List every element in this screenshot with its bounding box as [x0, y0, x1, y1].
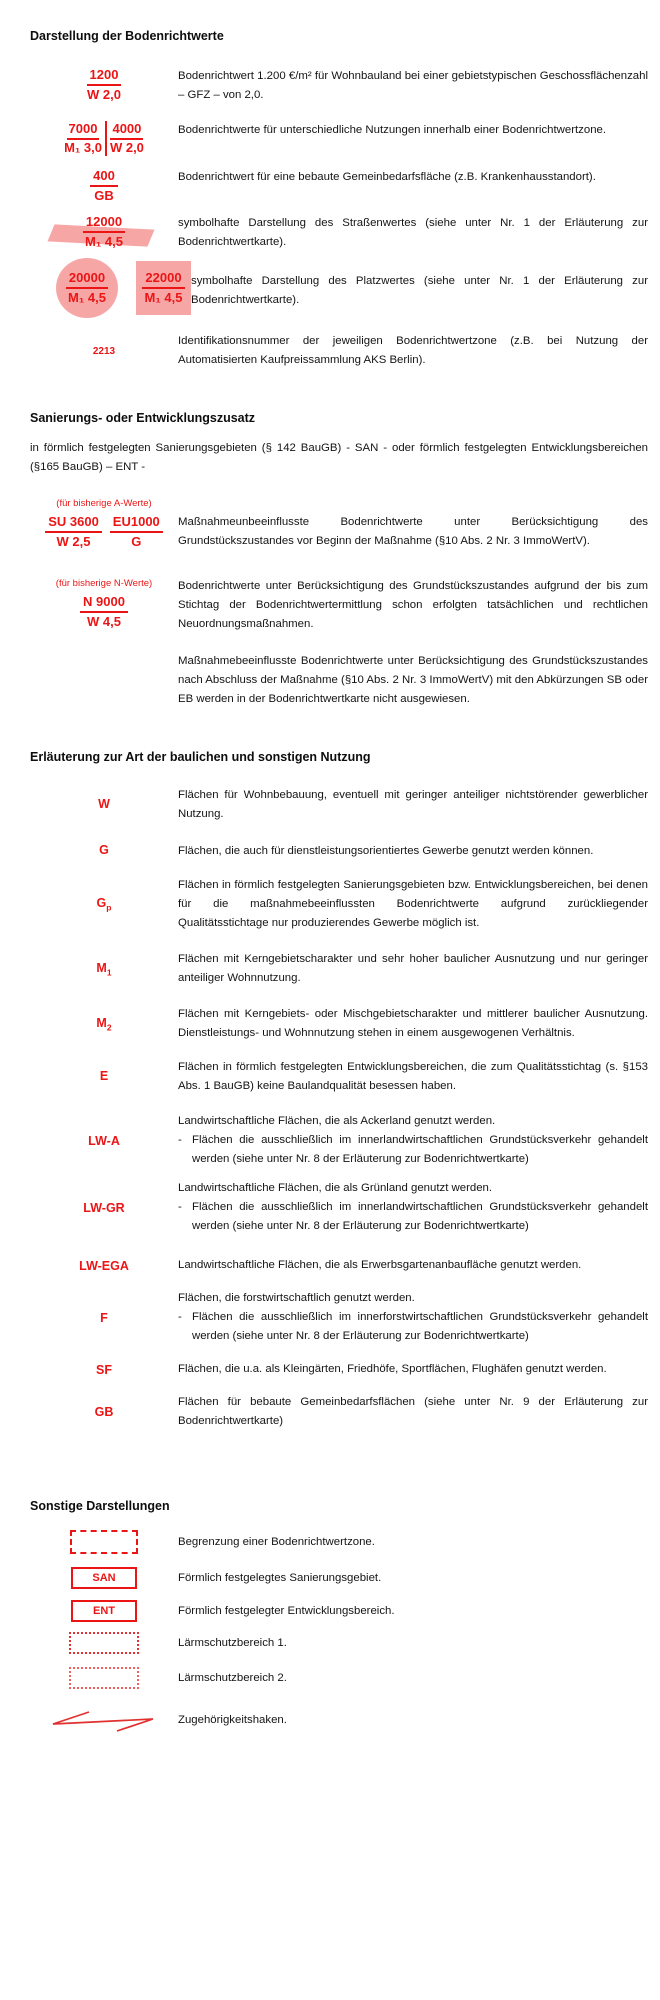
usage-label-gb: GB	[94, 1405, 114, 1419]
plaza-square-usage: M₁ 4,5	[144, 290, 183, 305]
usage-label-m1: $M_1$	[96, 960, 112, 978]
legend-row-a-werte	[30, 497, 648, 551]
gb-usage: GB	[94, 188, 114, 203]
a-werte-symbol	[30, 497, 178, 550]
usage-label-gp: $G_p$	[96, 896, 112, 913]
su-usage: W 2,5	[56, 534, 91, 549]
other-row-noise1	[30, 1632, 648, 1654]
usage-entry-lw-gr	[30, 1179, 648, 1236]
ent-box-symbol: ENT	[71, 1600, 137, 1622]
usage-text: Flächen mit Kerngebietscharakter und sehr hoher baulicher Ausnutzung und nur geringer anteiliger Wohnnutzung.	[178, 953, 648, 984]
legend-text: Förmlich festgelegter Entwicklungsbereich.	[178, 1604, 395, 1617]
brw-usage: W 2,0	[87, 87, 121, 102]
plaza-square-value: 22000	[142, 270, 184, 289]
usage-entry-m1	[30, 950, 648, 988]
n-werte-note: (für bisherige N-Werte)	[55, 578, 153, 589]
street-value-symbol	[54, 214, 154, 258]
legend-text: Maßnahmeunbeeinflusste Bodenrichtwerte unter Berücksichtigung des Grundstückszustandes vor Beginn der Maßnahme (§10 Abs. 2 Nr. 3 ImmoWertV).	[178, 516, 648, 547]
usage-entry-e	[30, 1058, 648, 1096]
legend-row-zoneid	[30, 332, 648, 370]
eu-usage: G	[131, 534, 142, 549]
gb-fraction-symbol	[90, 168, 118, 204]
usage-label-g: G	[99, 843, 109, 858]
section-title-darstellung: Darstellung der Bodenrichtwerte	[30, 29, 224, 43]
legend-row-dual	[30, 121, 648, 156]
usage-label-f: F	[100, 1310, 108, 1325]
noise-zone-2-symbol	[69, 1667, 139, 1689]
other-row-ent	[30, 1600, 648, 1622]
zone-boundary-dashed-symbol	[70, 1530, 138, 1554]
usage-entry-w	[30, 786, 648, 824]
gb-value: 400	[90, 168, 118, 187]
usage-text: Flächen in förmlich festgelegten Sanierungsgebieten bzw. Entwicklungsbereichen, bei denen für die maßnahmebeeinflussten Bodenrichtwerte aufgrund zurückliegender Qualitätsstichtage nur produzierendes Gewerbe möglich ist.	[178, 879, 648, 929]
left-usage: M₁ 3,0	[64, 140, 102, 155]
legend-text: Förmlich festgelegtes Sanierungsgebiet.	[178, 1571, 382, 1584]
a-werte-note: (für bisherige A-Werte)	[56, 498, 152, 509]
usage-text: Flächen, die forstwirtschaftlich genutzt werden. - Flächen die ausschließlich im innerforstwirtschaftlichen Grundstücksverkehr gehandelt werden (siehe unter Nr. 8 der Erläuterung zur Bodenrichtwertkarte)	[178, 1289, 648, 1346]
usage-label-e: E	[99, 1068, 109, 1083]
n-usage: W 4,5	[87, 614, 121, 629]
usage-label-lw-gr: LW-GR	[83, 1200, 125, 1215]
bullet-marker: -	[178, 1311, 182, 1323]
usage-text: Landwirtschaftliche Flächen, die als Grünland genutzt werden. - Flächen die ausschließlich im innerlandwirtschaftlichen Grundstücksverkehr gehandelt werden (siehe unter Nr. 8 der Erläuterung zur Bodenrichtwertkarte)	[178, 1179, 648, 1236]
n-werte-symbol	[30, 577, 178, 630]
usage-entry-m2	[30, 1005, 648, 1043]
legend-text: Identifikationsnummer der jeweiligen Bodenrichtwertzone (z.B. bei Nutzung der Automatisierten Kaufpreissammlung AKS Berlin).	[178, 335, 648, 366]
section-title-sonstige: Sonstige Darstellungen	[30, 1499, 170, 1513]
left-value: 7000	[67, 121, 100, 140]
n-value: N 9000	[80, 594, 128, 613]
legend-text: Bodenrichtwerte unter Berücksichtigung des Grundstückszustandes aufgrund der bis zum Stichtag der Bodenrichtwertermittlung schon erfolgten tatsächlichen und rechtlichen Neuordnungsmaßnahmen.	[178, 580, 648, 630]
usage-label-lw-ega: LW-EGA	[79, 1258, 129, 1273]
section-title-sanierung: Sanierungs- oder Entwicklungszusatz	[30, 411, 256, 425]
other-row-boundary	[30, 1530, 648, 1554]
legend-text: Lärmschutzbereich 2.	[178, 1671, 287, 1684]
legend-row-gb	[30, 168, 648, 204]
noise-zone-1-symbol	[69, 1632, 139, 1654]
sanierung-intro: in förmlich festgelegten Sanierungsgebieten (§ 142 BauGB) - SAN - oder förmlich festgelegten Entwicklungsbereichen (§165 BauGB) – ENT -	[30, 442, 648, 473]
legend-text: symbolhafte Darstellung des Straßenwertes (siehe unter Nr. 1 der Erläuterung zur Bodenrichtwertkarte).	[178, 217, 648, 248]
usage-text: Landwirtschaftliche Flächen, die als Erwerbsgartenanbaufläche genutzt werden.	[178, 1259, 582, 1271]
usage-text: Landwirtschaftliche Flächen, die als Ackerland genutzt werden. - Flächen die ausschließlich im innerlandwirtschaftlichen Grundstücksverkehr gehandelt werden (siehe unter Nr. 8 der Erläuterung zur Bodenrichtwertkarte)	[178, 1112, 648, 1169]
legend-text: symbolhafte Darstellung des Platzwertes (siehe unter Nr. 1 der Erläuterung zur Bodenrichtwertkarte).	[191, 275, 648, 306]
right-usage: W 2,0	[109, 140, 144, 155]
legend-text: Bodenrichtwert 1.200 €/m² für Wohnbauland bei einer gebietstypischen Geschossflächenzahl – GFZ – von 2,0.	[178, 70, 648, 101]
street-usage: M₁ 4,5	[85, 234, 123, 249]
legend-text: Bodenrichtwert für eine bebaute Gemeinbedarfsfläche (z.B. Krankenhausstandort).	[178, 171, 596, 183]
usage-entry-lw-ega	[30, 1256, 648, 1275]
usage-entry-sf	[30, 1360, 648, 1379]
plaza-square-symbol	[136, 261, 191, 315]
legend-row-brw	[30, 67, 648, 105]
brw-fraction-symbol	[87, 67, 122, 103]
usage-entry-gb	[30, 1393, 648, 1431]
other-row-noise2	[30, 1667, 648, 1689]
usage-text: Flächen mit Kerngebiets- oder Mischgebietscharakter und mittlerer baulicher Ausnutzung. Dienstleistungs- und Wohnnutzung stehen in einem ausgewogenen Verhältnis.	[178, 1008, 648, 1039]
usage-text: Flächen, die u.a. als Kleingärten, Friedhöfe, Sportflächen, Flughäfen genutzt werden.	[178, 1363, 607, 1375]
legend-row-street	[30, 214, 648, 258]
legend-text: Maßnahmebeeinflusste Bodenrichtwerte unter Berücksichtigung des Grundstückszustandes nach Abschluss der Maßnahme (§10 Abs. 2 Nr. 3 ImmoWertV) mit den Abkürzungen SB oder EB werden in der Bodenrichtwertkarte nicht ausgewiesen.	[178, 655, 648, 705]
legend-row-n-werte	[30, 577, 648, 634]
usage-entry-gp	[30, 876, 648, 933]
san-box-symbol: SAN	[71, 1567, 137, 1589]
usage-entry-f	[30, 1289, 648, 1346]
plaza-circle-usage: M₁ 4,5	[68, 290, 106, 305]
legend-text: Zugehörigkeitshaken.	[178, 1713, 287, 1726]
plaza-circle-value: 20000	[66, 270, 108, 289]
usage-entry-g	[30, 842, 648, 861]
usage-entry-lw-a	[30, 1112, 648, 1169]
usage-label-lw-a: LW-A	[88, 1133, 120, 1148]
legend-text: Bodenrichtwerte für unterschiedliche Nutzungen innerhalb einer Bodenrichtwertzone.	[178, 124, 607, 136]
right-value: 4000	[110, 121, 143, 140]
usage-text: Flächen für bebaute Gemeinbedarfsflächen (siehe unter Nr. 9 der Erläuterung zur Bodenrichtwertkarte)	[178, 1396, 648, 1427]
bullet-marker: -	[178, 1201, 182, 1213]
bullet-marker: -	[178, 1134, 182, 1146]
usage-label-w: W	[98, 796, 110, 811]
usage-text: Flächen für Wohnbebauung, eventuell mit geringer anteiliger nichtstörender gewerblicher Nutzung.	[178, 789, 648, 820]
other-row-san	[30, 1567, 648, 1589]
brw-value: 1200	[87, 67, 122, 86]
street-value: 12000	[83, 214, 125, 233]
membership-hook-icon	[45, 1707, 163, 1733]
su-value: SU 3600	[45, 514, 102, 533]
usage-text: Flächen, die auch für dienstleistungsorientiertes Gewerbe genutzt werden können.	[178, 845, 594, 857]
usage-text: Flächen in förmlich festgelegten Entwicklungsbereichen, die zum Qualitätsstichtag (s. §153 Abs. 1 BauGB) keine Baulandqualität besessen haben.	[178, 1061, 648, 1092]
plaza-circle-symbol	[56, 258, 118, 318]
eu-value: EU1000	[110, 514, 163, 533]
legend-text: Begrenzung einer Bodenrichtwertzone.	[178, 1535, 375, 1548]
legend-row-sb-eb	[30, 652, 648, 709]
other-row-hook	[30, 1707, 648, 1733]
usage-label-m2: $M_2$	[96, 1015, 112, 1033]
dual-fraction-symbol	[61, 121, 147, 156]
legend-row-plaza	[30, 258, 648, 318]
zone-id: 2213	[92, 345, 116, 357]
section-title-nutzung: Erläuterung zur Art der baulichen und sonstigen Nutzung	[30, 750, 371, 764]
legend-text: Lärmschutzbereich 1.	[178, 1636, 287, 1649]
usage-label-sf: SF	[96, 1362, 112, 1377]
